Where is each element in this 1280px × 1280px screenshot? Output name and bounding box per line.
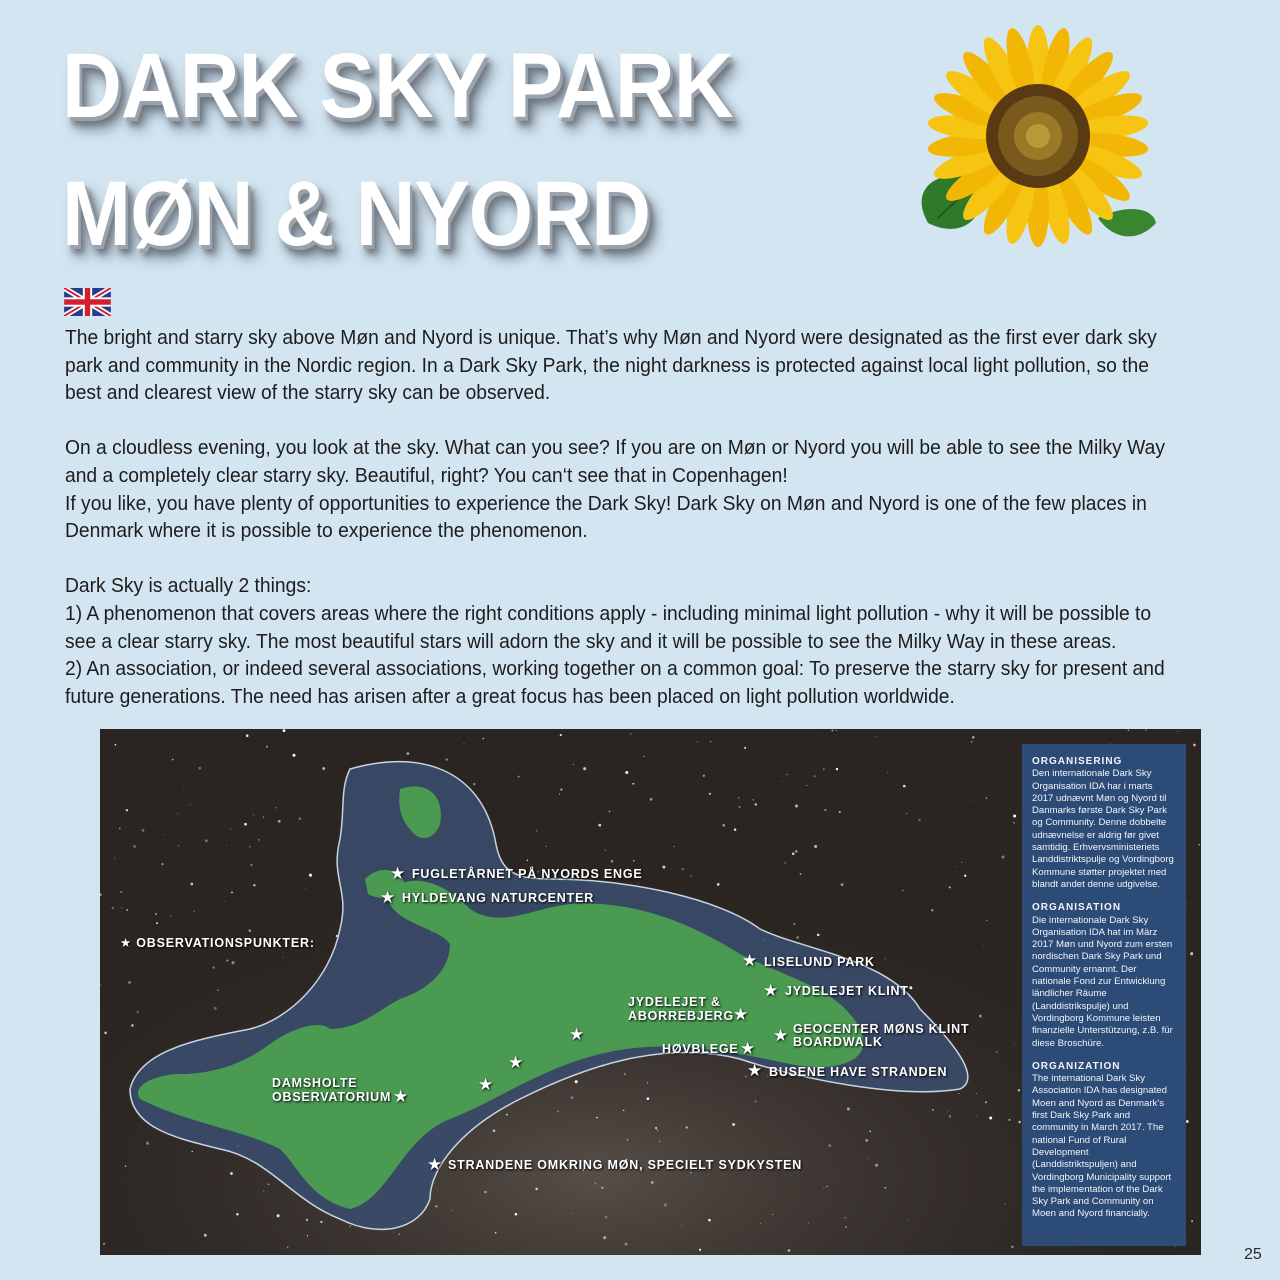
- label-jydelejet-line2: ABORREBJERG: [628, 1009, 735, 1023]
- page-number: 25: [1244, 1246, 1262, 1263]
- info-text-danish: Den internationale Dark Sky Organisation IDA har i marts 2017 udnævnt Møn og Nyord til Danmarks første Dark Sky Park og Community. Denne dobbelte udnævnelse er aldrig før givet samtidig. Erhvervsministeriets Landdistriktspulje og Vordingborg Kommune støtter projektet med blandt andet denne udgivelse.: [1032, 768, 1174, 890]
- star-marker-icon: ★: [747, 1061, 763, 1080]
- label-jydelejet-klint: JYDELEJET KLINT: [785, 984, 909, 998]
- title-line-2: MØN & NYORD: [62, 163, 651, 265]
- star-marker-icon: ★: [390, 864, 406, 883]
- star-marker-icon: ★: [773, 1026, 789, 1045]
- label-hovblege: HØVBLEGE: [662, 1042, 739, 1056]
- body-text: [65, 324, 1170, 710]
- label-geocenter-line1: GEOCENTER MØNS KLINT: [793, 1022, 970, 1036]
- intro-paragraph: The bright and starry sky above Møn and Nyord is unique. That’s why Møn and Nyord were designated as the first ever dark sky park and community in the Nordic region. In a Dark Sky Park, the night darkness is protected against local light pollution, so the best and clearest view of the starry sky can be observed.: [65, 326, 1157, 405]
- label-strandene: STRANDENE OMKRING MØN, SPECIELT SYDKYSTEN: [448, 1158, 803, 1172]
- label-fugletarnet: FUGLETÅRNET PÅ NYORDS ENGE: [412, 867, 643, 881]
- label-geocenter-line2: BOARDWALK: [793, 1035, 883, 1049]
- label-liselund: LISELUND PARK: [764, 955, 875, 969]
- star-marker-icon: ★: [427, 1155, 443, 1174]
- star-marker-icon: ★: [393, 1087, 409, 1106]
- sunflower-icon: [898, 18, 1160, 268]
- point-two-paragraph: 2) An association, or indeed several associations, working together on a common goal: To preserve the starry sky for present and future generations. The need has arisen after a great focus has been placed on light pollution worldwide.: [65, 657, 1165, 708]
- info-text-german: Die internationale Dark Sky Organisation IDA hat im März 2017 Møn und Nyord zum ersten nordischen Dark Sky Park und Community ernannt. Der nationale Fond zur Entwicklung ländlicher Räume (Landdistrikspulje) und Vordingborg Kommune leisten finanzielle Unterstützung, z.B. für diese Broschüre.: [1032, 914, 1173, 1049]
- star-marker-icon: ★: [763, 981, 779, 1000]
- two-things-heading: Dark Sky is actually 2 things:: [65, 574, 312, 598]
- title-line-1: DARK SKY PARK: [62, 35, 733, 137]
- uk-flag-icon: [64, 288, 111, 316]
- star-marker-icon: ★: [569, 1025, 585, 1044]
- info-heading-danish: ORGANISERING: [1032, 756, 1123, 767]
- info-box: [1022, 744, 1186, 1246]
- label-hyldevang: HYLDEVANG NATURCENTER: [402, 891, 595, 905]
- star-marker-icon: ★: [380, 888, 396, 907]
- star-marker-icon: ★: [508, 1053, 524, 1072]
- star-marker-icon: ★: [742, 951, 758, 970]
- info-heading-english: ORGANIZATION: [1032, 1060, 1121, 1072]
- point-one-paragraph: 1) A phenomenon that covers areas where the right conditions apply - including minimal light pollution - why it will be possible to see a clear starry sky. The most beautiful stars will adorn the sky and it will be possible to see the Milky Way in these areas.: [65, 601, 1152, 653]
- evening-paragraph: On a cloudless evening, you look at the sky. What can you see? If you are on Møn or Nyord you will be able to see the Milky Way and a completely clear starry sky. Beautiful, right? You can‘t see that in Copenhagen!: [65, 436, 1166, 487]
- dark-sky-map: [100, 729, 1201, 1255]
- star-marker-icon: ★: [740, 1039, 756, 1058]
- observation-points-legend: ★ OBSERVATIONSPUNKTER:: [120, 936, 315, 950]
- info-text-english: The international Dark Sky Association IDA has designated Moen and Nyord as Denmark’s first Dark Sky Park and community in March 2017. The national Fund of Rural Development (Landdistriktspuljen) and Vordingborg Municipality support the implementation of the Dark Sky Park and Community on Moen and Nyord financially.: [1032, 1073, 1172, 1220]
- label-busene: BUSENE HAVE STRANDEN: [769, 1065, 948, 1079]
- label-damsholte-line1: DAMSHOLTE: [272, 1076, 358, 1090]
- opportunities-paragraph: If you like, you have plenty of opportunities to experience the Dark Sky! Dark Sky on Møn and Nyord is one of the few places in Denmark where it is possible to experience the phenomenon.: [65, 491, 1147, 543]
- star-marker-icon: ★: [733, 1005, 749, 1024]
- label-damsholte-line2: OBSERVATORIUM: [272, 1090, 392, 1104]
- label-jydelejet-line1: JYDELEJET &: [628, 995, 721, 1009]
- info-heading-german: ORGANISATION: [1032, 902, 1122, 914]
- star-marker-icon: ★: [478, 1075, 494, 1094]
